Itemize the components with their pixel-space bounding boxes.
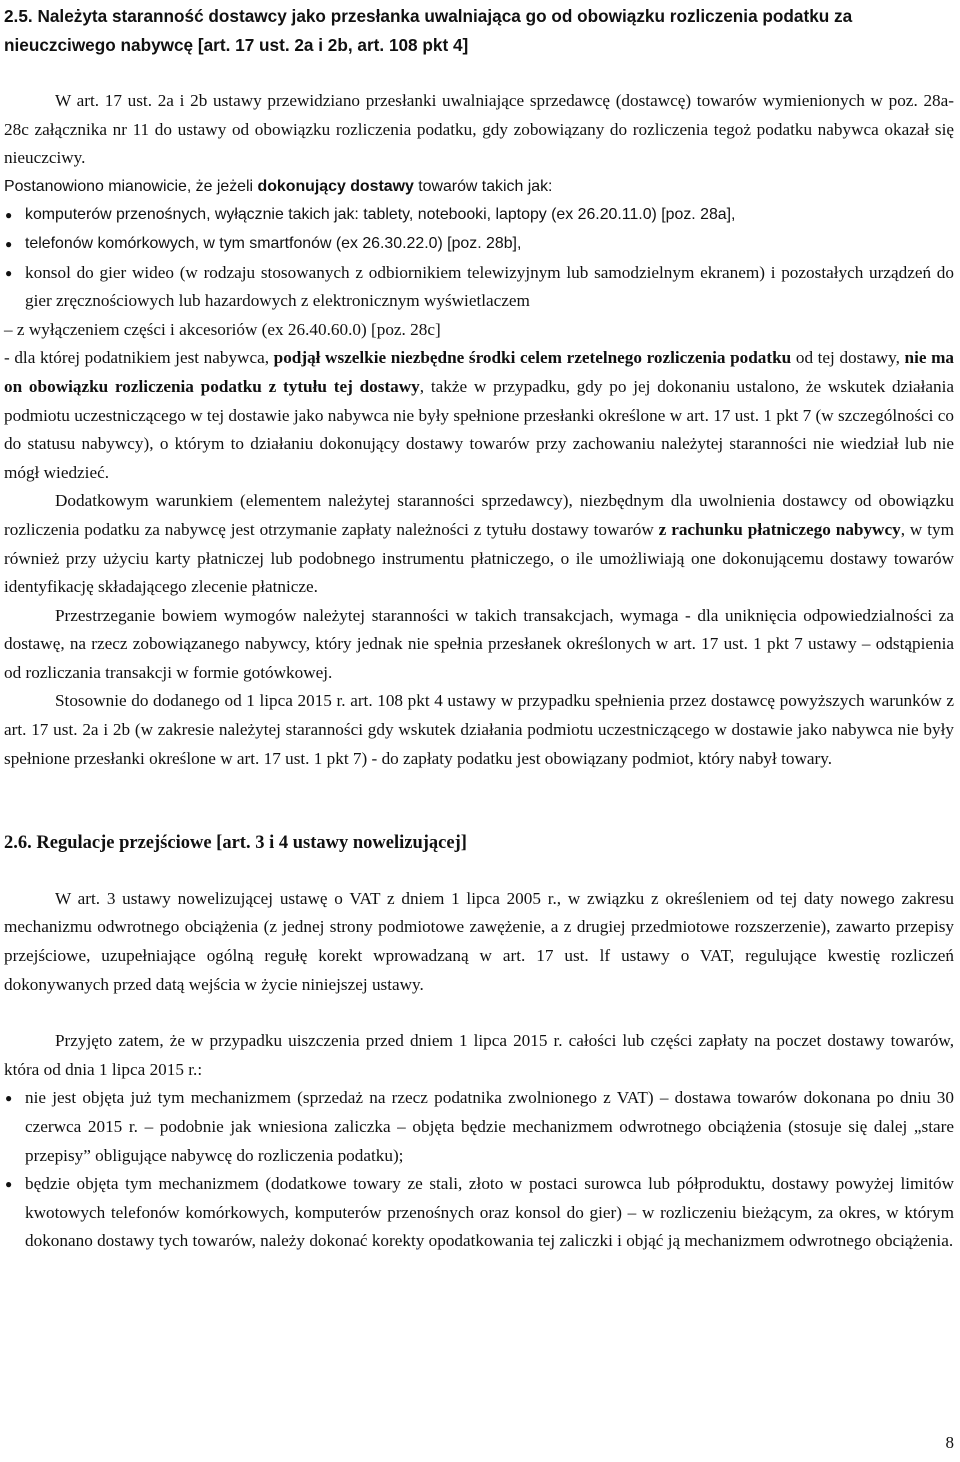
spacer [4,999,954,1027]
section-heading-2-6: 2.6. Regulacje przejściowe [art. 3 i 4 ustawy nowelizującej] [4,833,467,854]
goods-list [4,201,954,258]
text-run: - dla której podatnikiem jest nabywca, [4,348,274,368]
advance-list [4,1084,954,1256]
text-run: towarów takich jak: [413,177,553,195]
text-run: Postanowiono mianowicie, że jeżeli [4,177,258,195]
text-run: z wyłączeniem części i akcesoriów (ex 26.40.60.0) [poz. 28c] [16,319,441,339]
bullet-icon: ● [5,236,13,251]
bold-text: z rachunku płatniczego nabywcy [658,519,901,539]
bold-text: podjął wszelkie niezbędne środki celem rzetelnego rozliczenia podatku [273,348,792,368]
rule-paragraph [4,344,954,487]
bullet-icon: ● [5,208,13,223]
page-number: 8 [945,1433,954,1453]
bold-text: dokonujący dostawy [257,177,414,195]
list-item-text: komputerów przenośnych, wyłącznie takich jak: tablety, notebooki, laptopy (ex 26.20.11.0) [poz. 28a], [25,206,736,224]
bold-text: nie ma on obowiązku rozliczenia podatku z tytułu tej dostawy [4,348,955,396]
text-run: Dodatkowym warunkiem (elementem należytej staranności sprzedawcy), niezbędnym dla uwolnienia dostawcy od obowiązku rozliczenia podatku za nabywcę jest otrzymanie zapłaty należności z tytułu dostawy towarów [4,491,954,539]
bullet-icon: ● [5,1177,13,1192]
list-item [4,1084,954,1170]
transitional-paragraph: W art. 3 ustawy nowelizującej ustawę o VAT z dniem 1 lipca 2005 r., w związku z określeniem od tej daty nowego zakresu mechanizmu odwrotnego obciążenia (z jednej strony podmiotowe zawężenie, a z drugiej przedmiotowe rozszerzenie), zawarto przepisy przejściowe, uzupełniające ogólną regułę korekt wprowadzaną w art. 17 ust. lf ustawy o VAT, regulujące kwestię rozliczeń dokonywanych przed datą wejścia w życie niniejszej ustawy. [4,888,954,994]
list-item-text: nie jest objęta już tym mechanizmem (sprzedaż na rzecz podatnika zwolnionego z VAT) – dostawa towarów dokonana po dniu 30 czerwca 2015 r. – podobnie jak wniesiona zaliczka – objęta będzie mechanizmem odwrotnego obciążenia (stosuje się dalej „stare przepisy” obligujące nabywcę do rozliczenia podatku); [25,1088,954,1165]
spacer [4,858,954,885]
spacer [4,773,954,829]
list-item-text: konsol do gier wideo (w rodzaju stosowanych z odbiornikiem telewizyjnym lub samodzielnym ekranem) i pozostałych urządzeń do gier zręcznościowych lub hazardowych z elektronicznym wyświetlaczem [25,262,954,311]
list-item [4,201,954,230]
exclusion-line [4,316,954,345]
list-item [4,259,954,316]
list-item [4,230,954,259]
list-item-text: telefonów komórkowych, w tym smartfonów (ex 26.30.22.0) [poz. 28b], [25,234,522,252]
bullet-icon: ● [5,265,13,280]
goods-list-cont [4,259,954,316]
intro-paragraph: W art. 17 ust. 2a i 2b ustawy przewidziano przesłanki uwalniające sprzedawcę (dostawcę) towarów wymienionych w poz. 28a-28c załącznika nr 11 do ustawy od obowiązku rozliczenia podatku, gdy zobowiązany do rozliczenia tegoż podatku nabywca okazał się nieuczciwy. [4,91,954,168]
payment-condition-paragraph [4,487,954,601]
bullet-icon: ● [5,1091,13,1106]
advance-paragraph: Przyjęto zatem, że w przypadku uiszczenia przed dniem 1 lipca 2015 r. całości lub części zapłaty na poczet dostawy towarów, która od dnia 1 lipca 2015 r.: [4,1031,954,1079]
list-item-text: będzie objęta tym mechanizmem (dodatkowe towary ze stali, złoto w postaci surowca lub półproduktu, dostawy powyżej limitów kwotowych telefonów komórkowych, komputerów przenośnych oraz konsol do gier) – w rozliczeniu bieżącym, za okres, w którym dokonano dostawy tych towarów, należy dokonać korekty opodatkowania tej zaliczki i objąć ją mechanizmem odwrotnego obciążenia. [25,1174,954,1251]
due-diligence-paragraph: Przestrzeganie bowiem wymogów należytej staranności w takich transakcjach, wymaga - dla uniknięcia odpowiedzialności za dostawę, na rzecz zobowiązanego nabywcy, który jednak nie spełnia przesłanek określonych w art. 17 ust. 1 pkt 7 ustawy – odstąpienia od rozliczania transakcji w formie gotówkowej. [4,605,954,682]
text-run: , także w przypadku, gdy po jej dokonaniu ustalono, że wskutek działania podmiotu uczestniczącego w tej dostawie jako nabywca nie były spełnione przesłanki określone w art. 17 ust. 1 pkt 7 (w szczególności co do statusu nabywcy), o którym to działaniu dokonujący dostawy towarów przy zachowaniu należytej staranności nie wiedział lub nie mógł wiedzieć. [4,376,955,482]
text-run: , w tym również przy użyciu karty płatniczej lub podobnego instrumentu płatniczego, o ile umożliwiają one dokonującemu dostawy towarów identyfikację składającego zlecenie płatnicze. [4,519,954,597]
list-item [4,1170,954,1256]
provision-paragraph [4,173,954,202]
spacer [4,59,954,87]
art108-paragraph: Stosownie do dodanego od 1 lipca 2015 r. art. 108 pkt 4 ustawy w przypadku spełnienia przez dostawcę powyższych warunków z art. 17 ust. 2a i 2b (w zakresie należytej staranności gdy wskutek działania podmiotu uczestniczącego w dostawie jako nabywca nie były spełnione przesłanki określone w art. 17 ust. 1 pkt 7) - do zapłaty podatku jest obowiązany podmiot, który nabył towary. [4,691,954,768]
section-heading-2-5: 2.5. Należyta staranność dostawcy jako przesłanka uwalniająca go od obowiązku rozliczenia podatku za nieuczciwego nabywcę [art. 17 ust. 2a i 2b, art. 108 pkt 4] [4,6,853,55]
text-run: od tej dostawy, [791,348,905,368]
dash-icon: – [4,319,13,339]
